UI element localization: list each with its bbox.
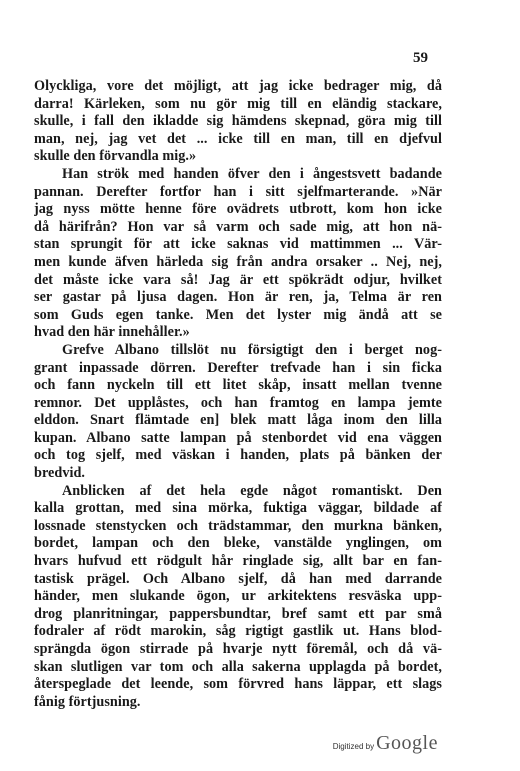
text-line: bordet, lampan och den bleke, vanstälde ynglingen, om (34, 535, 442, 552)
text-line: sprängda ögon stirrade på hvarje nytt föremål, och då vä- (34, 641, 442, 657)
digitization-watermark (333, 732, 438, 755)
google-logo: Google (376, 732, 438, 754)
page-number: 59 (413, 50, 428, 66)
text-line: pannan. Derefter fortfor han i sitt sjelfmarterande. »När (34, 183, 442, 200)
text-line: drog planritningar, pappersbundtar, bref samt ett par små (34, 605, 442, 622)
text-line: kalla grottan, med sina mörka, fuktiga väggar, bildade af (34, 500, 442, 517)
text-line: som Guds egen tanke. Men det lyster mig ändå att se (34, 306, 442, 323)
text-line: Anblicken af det hela egde något romantiskt. Den (62, 482, 442, 499)
text-line: det måste icke vara så! Jag är ett spökrädt odjur, hvilket (34, 271, 442, 288)
text-line: händer, men slukande ögon, ur arkitektens resväska upp- (34, 588, 442, 605)
text-line: då härifrån? Hon var så varm och sade mig, att hon nä- (34, 218, 442, 235)
text-line: stan sprungit för att icke saknas vid mattimmen ... Vär- (34, 236, 442, 253)
text-line: hvars hufvud ett rödgult hår ringlade sig, allt bar en fan- (34, 553, 442, 570)
text-line: Grefve Albano tillslöt nu försigtigt den i berget nog- (62, 341, 442, 358)
body-text (34, 78, 442, 711)
text-line: ser gastar på ljusa dagen. Hon är ren, ja, Telma är ren (34, 289, 442, 306)
text-line: men kunde äfven härleda sig från andra orsaker .. Nej, nej, (34, 253, 442, 270)
text-line: grant inpassade dörren. Derefter trefvade han i sin ficka (34, 359, 442, 376)
text-line: remnor. Det upplåstes, och han framtog en lampa jemte (34, 394, 442, 411)
text-line: fånig förtjusning. (34, 693, 141, 710)
text-line: och fann nyckeln till ett litet skåp, insatt mellan tvenne (34, 377, 442, 394)
text-line: återspeglade det leende, som förvred hans läppar, ett slags (34, 676, 442, 693)
text-line: skulle, i fall den ikladde sig hämdens skepnad, göra mig till (34, 113, 442, 130)
text-line: fodraler af rödt marokin, såg rigtigt gastlik ut. Hans blod- (34, 623, 442, 640)
text-line: skan slutligen var tom och alla sakerna upplagda på bordet, (34, 658, 442, 675)
text-line: tastisk prägel. Och Albano sjelf, då han med darrande (34, 570, 442, 587)
text-line: bredvid. (34, 465, 85, 482)
text-line: man, nej, jag vet det ... icke till en man, till en djefvul (34, 130, 442, 147)
text-line: hvad den här innehåller.» (34, 324, 190, 341)
text-line: lossnade stenstycken och trädstammar, den murkna bänken, (34, 517, 442, 534)
text-line: kupan. Albano satte lampan på stenbordet vid ena väggen (34, 429, 442, 446)
digitized-by-label: Digitized by (332, 742, 375, 751)
text-line: och tog sjelf, med väskan i handen, plats på bänken der (34, 447, 442, 464)
text-line: skulle den förvandla mig.» (34, 148, 197, 165)
text-line: elddon. Snart flämtade en] blek matt låga inom den lilla (34, 412, 442, 429)
text-line: darra! Kärleken, som nu gör mig till en eländig stackare, (34, 95, 442, 112)
text-line: jag nyss mötte henne före ovädrets utbrott, kom hon icke (34, 201, 442, 218)
text-line: Han strök med handen öfver den i ångestsvett badande (62, 165, 442, 182)
text-line: Olyckliga, vore det möjligt, att jag icke bedrager mig, då (34, 78, 442, 94)
